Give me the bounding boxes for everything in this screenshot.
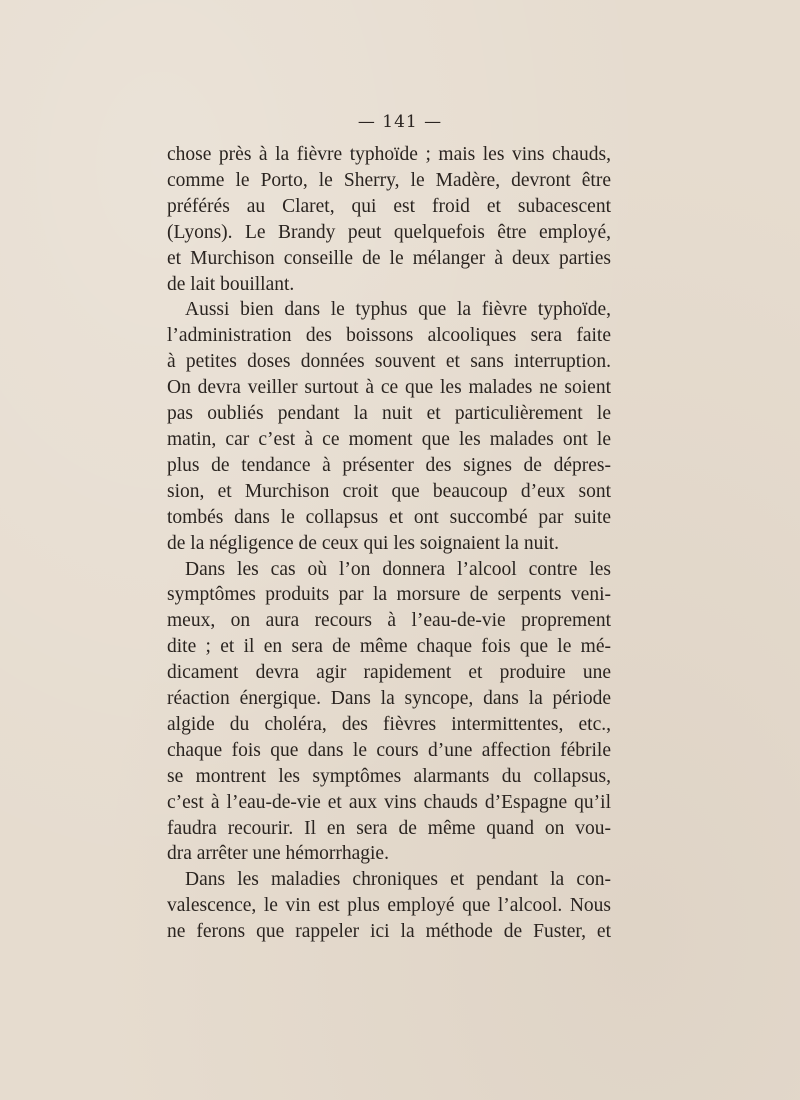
- paragraph: [167, 142, 611, 297]
- text-line: tombés dans le collapsus et ont succombé par suite: [167, 506, 611, 528]
- text-line: matin, car c’est à ce moment que les malades ont le: [167, 428, 611, 450]
- text-line: l’administration des boissons alcooliques sera faite: [167, 325, 611, 347]
- text-line: pas oubliés pendant la nuit et particulièrement le: [167, 403, 611, 425]
- text-line: comme le Porto, le Sherry, le Madère, devront être: [167, 169, 611, 191]
- text-line: se montrent les symptômes alarmants du collapsus,: [167, 765, 611, 787]
- text-line: et Murchison conseille de le mélanger à deux parties: [167, 247, 611, 269]
- text-line: Dans les maladies chroniques et pendant la con-: [185, 869, 611, 891]
- text-line: chose près à la fièvre typhoïde ; mais les vins chauds,: [167, 144, 611, 165]
- text-line: dicament devra agir rapidement et produire une: [167, 662, 611, 684]
- text-line: faudra recourir. Il en sera de même quand on vou-: [167, 817, 611, 839]
- body-text: [167, 142, 611, 945]
- text-line: symptômes produits par la morsure de serpents veni-: [167, 584, 611, 606]
- text-line: On devra veiller surtout à ce que les malades ne soient: [167, 377, 611, 399]
- text-line: Dans les cas où l’on donnera l’alcool contre les: [185, 558, 611, 580]
- text-line: réaction énergique. Dans la syncope, dans la période: [167, 688, 611, 710]
- text-line: de la négligence de ceux qui les soignaient la nuit.: [167, 532, 560, 554]
- text-line: de lait bouillant.: [167, 273, 295, 295]
- text-line: plus de tendance à présenter des signes de dépres-: [167, 454, 611, 476]
- text-line: à petites doses données souvent et sans interruption.: [167, 351, 611, 373]
- text-line: meux, on aura recours à l’eau-de-vie proprement: [167, 610, 611, 632]
- text-line: sion, et Murchison croit que beaucoup d’eux sont: [167, 480, 611, 502]
- page-number: — 141 —: [357, 112, 443, 132]
- paragraph: [167, 557, 611, 868]
- text-line: dite ; et il en sera de même chaque fois que le mé-: [167, 636, 611, 658]
- text-line: préférés au Claret, qui est froid et subacescent: [167, 195, 611, 217]
- text-line: valescence, le vin est plus employé que l’alcool. Nous: [167, 895, 611, 917]
- text-line: Aussi bien dans le typhus que la fièvre typhoïde,: [185, 299, 611, 321]
- text-line: (Lyons). Le Brandy peut quelquefois être employé,: [167, 221, 611, 243]
- text-line: c’est à l’eau-de-vie et aux vins chauds d’Espagne qu’il: [167, 791, 611, 813]
- paragraph: [167, 297, 611, 556]
- text-line: algide du choléra, des fièvres intermittentes, etc.,: [167, 713, 611, 735]
- text-line: ne ferons que rappeler ici la méthode de Fuster, et: [167, 921, 611, 943]
- text-line: dra arrêter une hémorrhagie.: [167, 843, 389, 865]
- text-line: chaque fois que dans le cours d’une affection fébrile: [167, 739, 611, 761]
- paragraph: [167, 867, 611, 945]
